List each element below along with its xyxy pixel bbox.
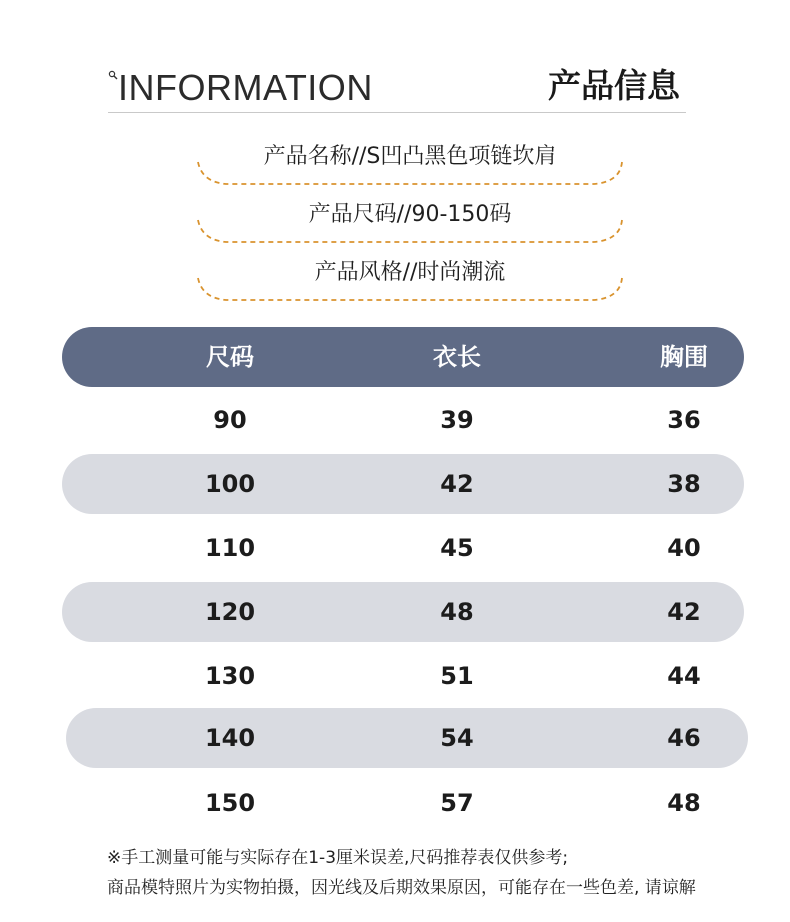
table-row [62,773,744,833]
info-header [108,62,686,113]
header-length: 衣长 [433,343,481,371]
cell-chest: 46 [667,724,701,752]
table-row [66,708,748,768]
cell-chest: 44 [667,662,701,690]
cell-size: 100 [204,470,256,498]
cell-size: 110 [204,534,256,562]
table-row [62,582,744,642]
cell-size: 150 [204,789,256,817]
info-product-style: 产品风格//时尚潮流 [314,260,506,285]
cell-length: 45 [440,534,474,562]
color-note: 商品模特照片为实物拍摄，因光线及后期效果原因，可能存在一些色差, 请谅解 [107,878,696,898]
cell-size: 90 [213,406,247,434]
cell-length: 39 [440,406,474,434]
header-chest: 胸围 [660,343,708,371]
size-table-header [62,327,744,387]
table-row [62,518,744,578]
info-item-style [196,258,624,288]
cell-length: 51 [440,662,474,690]
cell-chest: 38 [667,470,701,498]
table-row [62,646,744,706]
cell-chest: 48 [667,789,701,817]
cell-chest: 36 [667,406,701,434]
info-product-name: 产品名称//S凹凸黑色项链坎肩 [263,144,557,169]
search-icon [108,70,118,80]
cell-length: 48 [440,598,474,626]
info-item-size [196,200,624,230]
measurement-note: ※手工测量可能与实际存在1-3厘米误差,尺码推荐表仅供参考; [107,848,569,868]
table-row [62,390,744,450]
cell-chest: 40 [667,534,701,562]
cell-size: 140 [204,724,256,752]
cell-length: 57 [440,789,474,817]
header-title-cn: 产品信息 [548,66,680,105]
cell-length: 54 [440,724,474,752]
header-title-en: INFORMATION [118,67,373,108]
header-size: 尺码 [206,343,254,371]
cell-size: 130 [204,662,256,690]
info-product-size: 产品尺码//90-150码 [308,202,512,227]
info-item-name [196,142,624,172]
table-row [62,454,744,514]
cell-chest: 42 [667,598,701,626]
cell-length: 42 [440,470,474,498]
cell-size: 120 [204,598,256,626]
